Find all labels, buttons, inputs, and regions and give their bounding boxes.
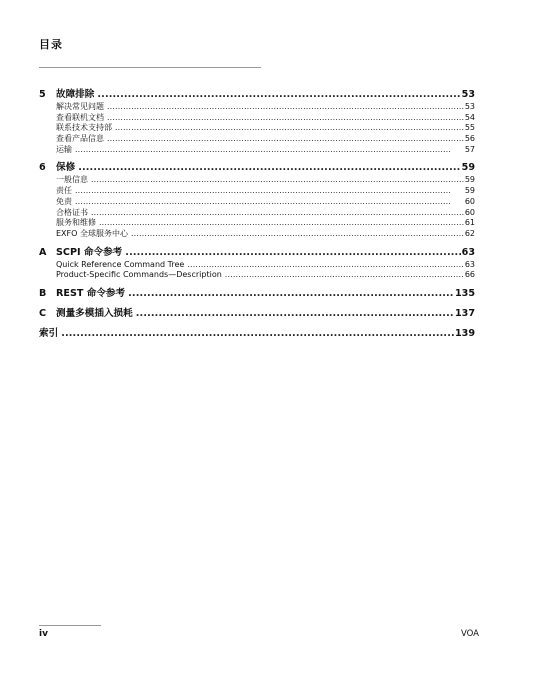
dot-leader (75, 186, 464, 197)
toc-sub-entry[interactable] (39, 175, 475, 186)
entry-title: 责任 (56, 186, 72, 196)
entry-page: 60 (464, 196, 475, 206)
toc-sub-entry[interactable] (39, 260, 475, 271)
toc-sub-entry[interactable] (39, 123, 475, 134)
entry-page: 56 (464, 134, 475, 144)
entry-page: 59 (464, 186, 475, 196)
chapter-title: 保修 (56, 162, 76, 174)
page-title: 目录 (39, 38, 63, 51)
toc-chapter (39, 88, 475, 155)
dot-leader (125, 246, 460, 260)
entry-title: EXFO 全球服务中心 (56, 228, 128, 238)
toc-chapter (39, 246, 475, 281)
entry-title: Product-Specific Commands—Description (56, 270, 222, 280)
dot-leader (91, 175, 464, 186)
footer-divider (39, 625, 101, 626)
toc-sub-entry[interactable] (39, 145, 475, 156)
entry-title: 运输 (56, 144, 72, 154)
entry-page: 53 (464, 102, 475, 111)
footer-page-number: iv (39, 629, 48, 639)
entry-title: Quick Reference Command Tree (56, 259, 185, 269)
toc-sub-entry[interactable] (39, 186, 475, 197)
dot-leader (78, 161, 460, 175)
dot-leader (75, 197, 464, 208)
chapter-page: 63 (461, 246, 475, 258)
entry-title: 联系技术支持部 (56, 123, 112, 133)
entry-page: 60 (464, 207, 475, 217)
entry-title: 查看联机文档 (56, 112, 104, 122)
dot-leader (115, 123, 464, 134)
entry-title: 服务和维修 (56, 218, 96, 228)
toc-chapter-entry[interactable] (39, 88, 475, 102)
chapter-title: REST 命令参考 (56, 287, 126, 299)
table-of-contents (39, 88, 475, 344)
toc-chapter-entry[interactable] (39, 287, 475, 301)
chapter-number: 5 (39, 89, 46, 100)
dot-leader (128, 287, 454, 301)
dot-leader (136, 307, 454, 321)
dot-leader (225, 270, 464, 281)
toc-chapter-entry[interactable] (39, 246, 475, 260)
dot-leader (107, 102, 464, 113)
toc-sub-entry[interactable] (39, 208, 475, 219)
entry-title: 一般信息 (56, 175, 88, 185)
chapter-page: 135 (454, 287, 475, 299)
dot-leader (107, 134, 464, 145)
toc-index-entry[interactable] (39, 327, 475, 341)
dot-leader (99, 218, 464, 229)
entry-title: 免责 (56, 196, 72, 206)
dot-leader (61, 327, 454, 341)
footer-product-name: VOA (460, 629, 479, 639)
chapter-page: 137 (454, 307, 475, 319)
entry-page: 62 (464, 228, 475, 238)
entry-page: 54 (464, 112, 475, 122)
chapter-number: B (39, 287, 47, 299)
chapter-title: 索引 (39, 327, 59, 339)
toc-sub-entry[interactable] (39, 270, 475, 281)
chapter-title: 故障排除 (56, 89, 95, 100)
toc-sub-entry[interactable] (39, 102, 475, 113)
entry-page: 55 (464, 123, 475, 133)
dot-leader (131, 229, 464, 240)
toc-chapter (39, 287, 475, 301)
chapter-number: C (39, 307, 47, 319)
dot-leader (107, 113, 464, 124)
entry-page: 57 (464, 144, 475, 154)
toc-chapter (39, 327, 475, 341)
dot-leader (187, 260, 463, 271)
chapter-title: 测量多模插入损耗 (56, 307, 133, 319)
dot-leader (97, 88, 460, 102)
toc-chapter-entry[interactable] (39, 161, 475, 175)
toc-sub-entry[interactable] (39, 134, 475, 145)
toc-sub-entry[interactable] (39, 113, 475, 124)
toc-chapter (39, 161, 475, 239)
dot-leader (75, 145, 464, 156)
toc-chapter (39, 307, 475, 321)
chapter-page: 139 (454, 327, 475, 339)
chapter-number: 6 (39, 162, 46, 174)
entry-page: 66 (464, 270, 475, 280)
toc-sub-entry[interactable] (39, 218, 475, 229)
entry-page: 63 (464, 259, 475, 269)
entry-page: 59 (464, 175, 475, 185)
header-divider (39, 67, 261, 68)
dot-leader (91, 208, 464, 219)
chapter-page: 53 (461, 89, 475, 100)
chapter-page: 59 (461, 162, 475, 174)
toc-chapter-entry[interactable] (39, 307, 475, 321)
entry-title: 合格证书 (56, 207, 88, 217)
toc-sub-entry[interactable] (39, 197, 475, 208)
chapter-title: SCPI 命令参考 (56, 246, 123, 258)
entry-page: 61 (464, 218, 475, 228)
chapter-number: A (39, 246, 47, 258)
entry-title: 查看产品信息 (56, 134, 104, 144)
toc-sub-entry[interactable] (39, 229, 475, 240)
entry-title: 解决常见问题 (56, 102, 104, 111)
